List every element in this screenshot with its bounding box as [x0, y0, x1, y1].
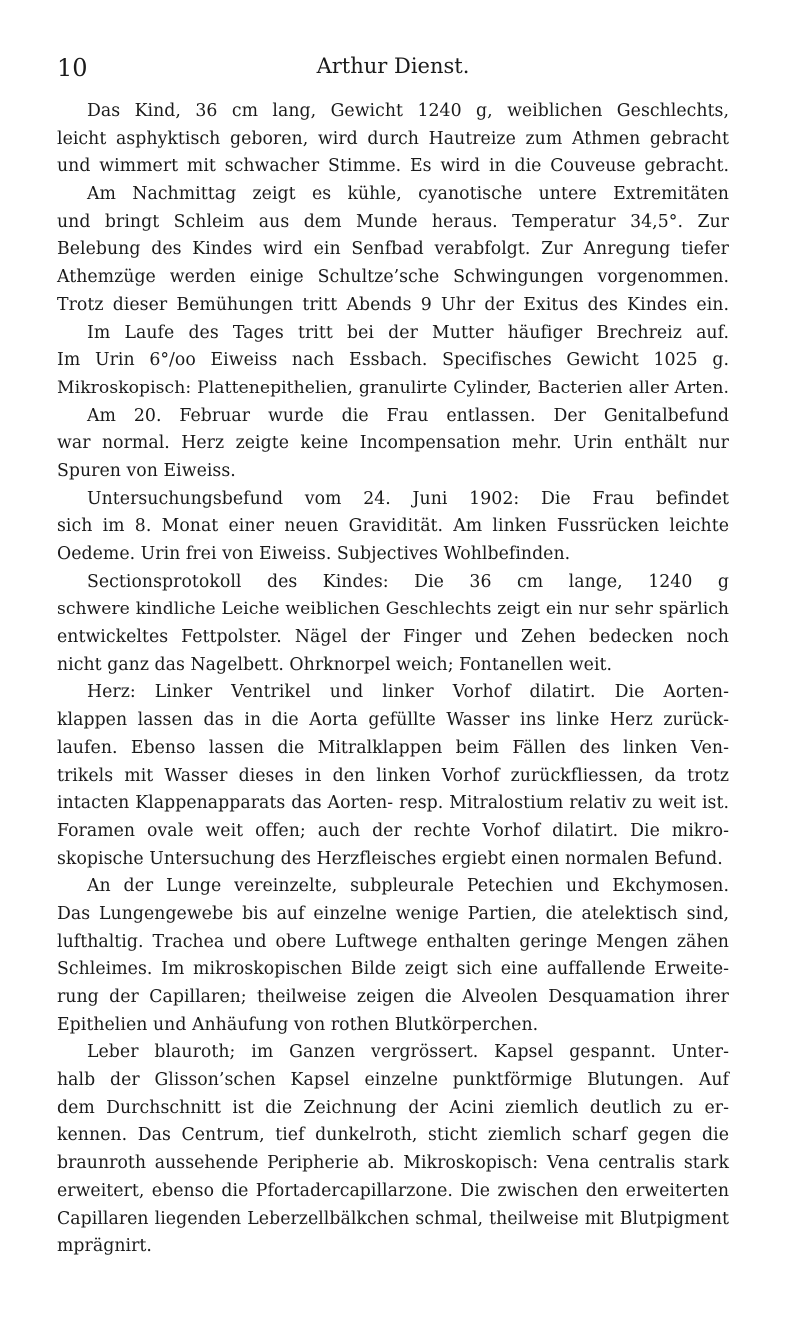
text-line: Im Urin 6°/oo Eiweiss nach Essbach. Specifisches Gewicht 1025 g. [57, 350, 729, 371]
text-line: Sectionsprotokoll des Kindes: Die 36 cm lange, 1240 g [87, 571, 729, 592]
page-header [57, 54, 729, 84]
text-line: mprägnirt. [57, 1236, 152, 1257]
text-line: Das Kind, 36 cm lang, Gewicht 1240 g, weiblichen Geschlechts, [87, 101, 729, 121]
text-line: rung der Capillaren; theilweise zeigen die Alveolen Desquamation ihrer [57, 987, 729, 1007]
text-line: trikels mit Wasser dieses in den linken Vorhof zurückfliessen, da trotz [57, 765, 729, 786]
text-line: Oedeme. Urin frei von Eiweiss. Subjectives Wohlbefinden. [57, 544, 571, 564]
text-line: lufthaltig. Trachea und obere Luftwege enthalten geringe Mengen zähen [57, 931, 729, 952]
text-line: braunroth aussehende Peripherie ab. Mikroskopisch: Vena centralis stark [57, 1153, 729, 1174]
text-line: Herz: Linker Ventrikel und linker Vorhof dilatirt. Die Aorten- [87, 682, 729, 703]
text-line: erweitert, ebenso die Pfortadercapillarzone. Die zwischen den erweiterten [57, 1180, 729, 1201]
text-line: sich im 8. Monat einer neuen Gravidität. Am linken Fussrücken leichte [57, 516, 729, 537]
text-line: Epithelien und Anhäufung von rothen Blutkörperchen. [57, 1014, 539, 1035]
page-number: 10 [57, 54, 88, 82]
text-line: An der Lunge vereinzelte, subpleurale Petechien und Ekchymosen. [87, 876, 729, 897]
text-line: intacten Klappenapparats das Aorten- resp. Mitralostium relativ zu weit ist. [57, 793, 729, 814]
text-line: laufen. Ebenso lassen die Mitralklappen beim Fällen des linken Ven- [57, 737, 729, 758]
text-line: und bringt Schleim aus dem Munde heraus. Temperatur 34,5°. Zur [57, 211, 729, 232]
text-line: und wimmert mit schwacher Stimme. Es wird in die Couveuse gebracht. [57, 156, 729, 177]
text-line: Mikroskopisch: Plattenepithelien, granulirte Cylinder, Bacterien aller Arten. [57, 377, 729, 398]
text-line: skopische Untersuchung des Herzfleisches ergiebt einen normalen Befund. [57, 848, 723, 869]
text-line: Am 20. Februar wurde die Frau entlassen. Der Genitalbefund [87, 405, 729, 426]
text-line: war normal. Herz zeigte keine Incompensation mehr. Urin enthält nur [57, 433, 729, 454]
text-line: klappen lassen das in die Aorta gefüllte Wasser ins linke Herz zurück- [57, 710, 729, 731]
text-line: Spuren von Eiweiss. [57, 460, 236, 481]
text-line: Untersuchungsbefund vom 24. Juni 1902: Die Frau befindet [87, 488, 729, 509]
text-line: leicht asphyktisch geboren, wird durch Hautreize zum Athmen gebracht [57, 128, 729, 149]
text-line: entwickeltes Fettpolster. Nägel der Finger und Zehen bedecken noch [57, 627, 729, 648]
text-line: nicht ganz das Nagelbett. Ohrknorpel weich; Fontanellen weit. [57, 654, 613, 675]
text-line: dem Durchschnitt ist die Zeichnung der Acini ziemlich deutlich zu er- [57, 1097, 729, 1118]
text-line: Leber blauroth; im Ganzen vergrössert. Kapsel gespannt. Unter- [87, 1042, 729, 1063]
text-line: Capillaren liegenden Leberzellbälkchen schmal, theilweise mit Blutpigment [57, 1208, 729, 1229]
text-line: Schleimes. Im mikroskopischen Bilde zeigt sich eine auffallende Erweite- [57, 959, 729, 980]
text-line: schwere kindliche Leiche weiblichen Geschlechts zeigt ein nur sehr spärlich [57, 599, 729, 620]
text-line: kennen. Das Centrum, tief dunkelroth, sticht ziemlich scharf gegen die [57, 1125, 729, 1146]
running-head: Arthur Dienst. [316, 54, 470, 78]
text-line: Athemzüge werden einige Schultze’sche Schwingungen vorgenommen. [57, 267, 729, 288]
text-line: Im Laufe des Tages tritt bei der Mutter häufiger Brechreiz auf. [87, 322, 729, 343]
body-text [57, 98, 729, 1261]
text-line: Am Nachmittag zeigt es kühle, cyanotische untere Extremitäten [87, 184, 729, 205]
text-line: Das Lungengewebe bis auf einzelne wenige Partien, die atelektisch sind, [57, 903, 729, 924]
text-line: Belebung des Kindes wird ein Senfbad verabfolgt. Zur Anregung tiefer [57, 239, 729, 260]
text-line: Foramen ovale weit offen; auch der rechte Vorhof dilatirt. Die mikro- [57, 820, 729, 841]
text-line: halb der Glisson’schen Kapsel einzelne punktförmige Blutungen. Auf [57, 1070, 729, 1091]
text-line: Trotz dieser Bemühungen tritt Abends 9 Uhr der Exitus des Kindes ein. [57, 294, 729, 315]
